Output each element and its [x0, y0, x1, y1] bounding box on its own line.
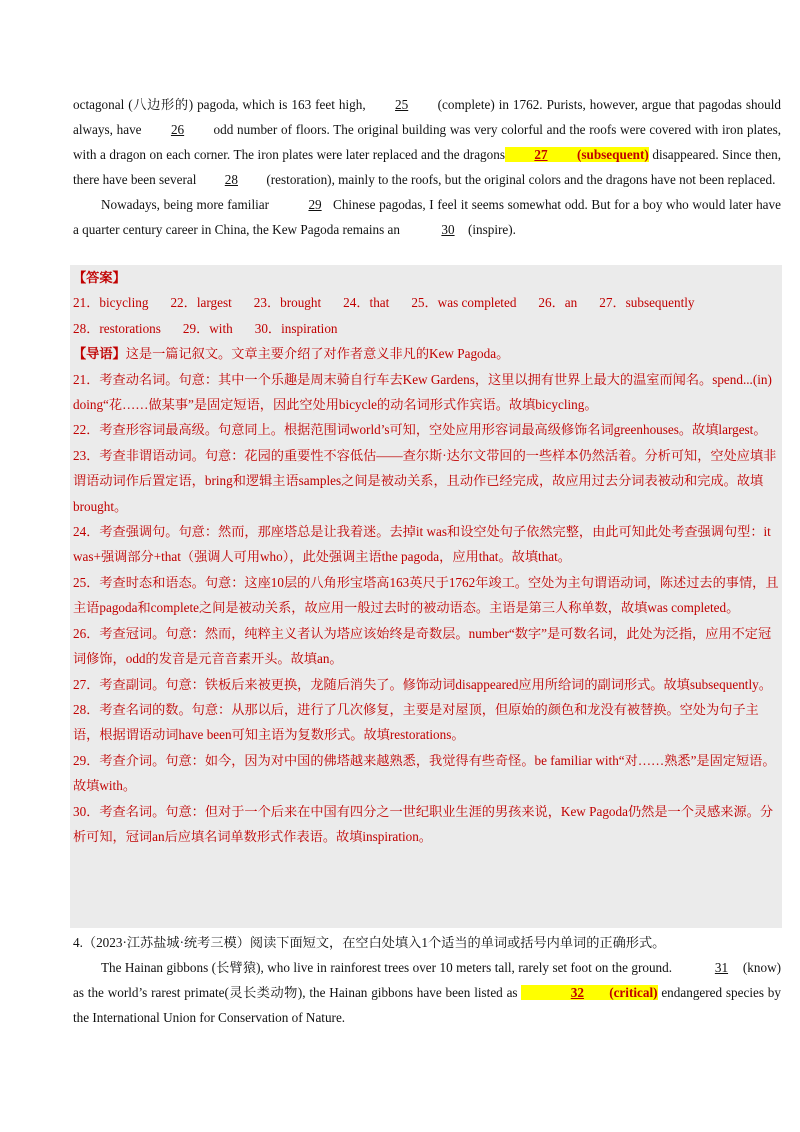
hint-word: (critical) — [609, 985, 658, 1000]
passage-text: odd number of floors. The original building was very colorful and the roofs were covered with iron plates, with a dragon on each corner. The iron plates were later replaced and the dragons — [73, 122, 781, 162]
guide-line — [73, 341, 779, 366]
explanation: 23．考查非谓语动词。句意：花园的重要性不容低估——查尔斯·达尔文带回的一些样本仍然活着。分析可知，空处应填非谓语动词作后置定语，bring和逻辑主语samples之间是被动关系，且动作已经完成，故应用过去分词表被动和完成。故填brought。 — [73, 447, 777, 514]
passage-continuation — [73, 92, 781, 242]
question-header: 4.（2023·江苏盐城·统考三模）阅读下面短文，在空白处填入1个适当的单词或括号内单词的正确形式。 — [73, 935, 666, 950]
explanation: 28．考查名词的数。句意：从那以后，进行了几次修复，主要是对屋顶，但原始的颜色和龙没有被替换。空处为句子主语，根据谓语动词have been可知主语为复数形式。故填restorations。 — [73, 701, 759, 743]
blank-25[interactable]: 25 — [395, 97, 409, 112]
blank-26[interactable]: 26 — [170, 122, 185, 137]
hint-word: (subsequent) — [576, 147, 649, 162]
blank-32[interactable]: 32 — [570, 985, 584, 1000]
passage-paragraph — [73, 192, 781, 242]
explanation: 24．考查强调句。句意：然而，那座塔总是让我着迷。去掉it was和设空处句子依然完整，由此可知此处考查强调句型：it was+强调部分+that（强调人可用who），此处强调主语the pagoda，应用that。故填that。 — [73, 524, 771, 565]
passage-text: (inspire). — [467, 222, 516, 237]
passage-text: disappeared. Since then, there have been several — [73, 147, 781, 187]
answer-item: 28．restorations — [73, 320, 161, 336]
explanation: 22．考查形容词最高级。句意同上。根据范围词world’s可知，空处应用形容词最高级修饰名词greenhouses。故填largest。 — [73, 422, 767, 438]
passage-text: (know) as the world’s rarest primate(灵长类动物), the Hainan gibbons have been listed as — [73, 960, 781, 1000]
answer-item: 23．brought — [253, 295, 322, 311]
answer-heading: 【答案】 — [73, 270, 126, 285]
explanation: 21．考查动名词。句意：其中一个乐趣是周末骑自行车去Kew Gardens，这里以拥有世界上最大的温室而闻名。spend...(in) doing“花……做某事”是固定短语，因此空处用bicycle的动名词形式作宾语。故填bicycling。 — [73, 371, 772, 413]
blank-28[interactable]: 28 — [224, 172, 238, 187]
explanation: 29．考查介词。句意：如今，因为对中国的佛塔越来越熟悉，我觉得有些奇怪。be familiar with“对……熟悉”是固定短语。故填with。 — [73, 752, 776, 794]
answer-item: 26．an — [538, 295, 578, 311]
question-4 — [73, 930, 781, 1030]
answer-item: 30．inspiration — [254, 320, 338, 336]
answer-item: 27．subsequently — [599, 295, 695, 311]
answer-item: 29．with — [182, 320, 233, 336]
explanation: 25．考查时态和语态。句意：这座10层的八角形宝塔高163英尺于1762年竣工。空处为主句谓语动词，陈述过去的事情，且主语pagoda和complete之间是被动关系，故应用一般过去时的被动语态。主语是第三人称单数，故填was completed。 — [73, 574, 779, 616]
blank-29[interactable]: 29 — [308, 197, 322, 212]
blank-31[interactable]: 31 — [714, 960, 729, 975]
answer-row — [73, 290, 779, 315]
answer-item: 24．that — [343, 295, 390, 311]
guide-text: 这是一篇记叙文。文章主要介绍了对作者意义非凡的Kew Pagoda。 — [125, 346, 510, 362]
passage-text: (restoration), mainly to the roofs, but the original colors and the dragons have not been replaced. — [266, 172, 776, 187]
passage-text: The Hainan gibbons (长臂猿), who live in rainforest trees over 10 meters tall, rarely set foot on the ground. — [101, 960, 673, 975]
passage-paragraph — [73, 955, 781, 1030]
passage-text: endangered species by the International Union for Conservation of Nature. — [73, 985, 781, 1025]
highlighted-answer-27 — [505, 147, 649, 162]
explanation: 27．考查副词。句意：铁板后来被更换，龙随后消失了。修饰动词disappeared应用所给词的副词形式。故填subsequently。 — [73, 676, 772, 692]
highlighted-answer-32 — [521, 985, 657, 1000]
passage-text: Nowadays, being more familiar — [101, 197, 270, 212]
passage-text: Chinese pagodas, I feel it seems somewhat odd. But for a boy who would later have a quarter century career in China, the Kew Pagoda remains an — [73, 197, 781, 237]
explanation: 26．考查冠词。句意：然而，纯粹主义者认为塔应该始终是奇数层。number“数字”是可数名词，此处为泛指，应用不定冠词修饰，odd的发音是元音音素开头。故填an。 — [73, 625, 772, 667]
blank-30[interactable]: 30 — [441, 222, 455, 237]
guide-tag: 【导语】 — [73, 346, 126, 362]
passage-paragraph — [73, 92, 781, 192]
answer-item: 25．was completed — [411, 295, 517, 311]
answer-item: 22．largest — [170, 295, 232, 311]
explanation: 30．考查名词。句意：但对于一个后来在中国有四分之一世纪职业生涯的男孩来说，Kew Pagoda仍然是一个灵感来源。分析可知，冠词an后应填名词单数形式作表语。故填inspiration。 — [73, 803, 774, 844]
passage-text: (complete) in 1762. Purists, however, argue that pagodas should always, have — [73, 97, 782, 137]
blank-27[interactable]: 27 — [534, 147, 548, 162]
answer-section — [70, 265, 782, 928]
answer-row — [73, 316, 779, 341]
answer-item: 21．bicycling — [73, 295, 149, 311]
passage-text: octagonal (八边形的) pagoda, which is 163 feet high, — [73, 97, 366, 112]
